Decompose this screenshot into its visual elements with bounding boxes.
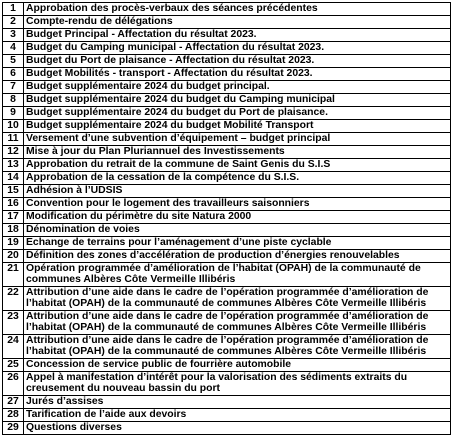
item-number: 24 [3, 335, 24, 359]
item-title: Concession de service public de fourrière automobile [24, 359, 451, 372]
item-title: Versement d’une subvention d’équipement – budget principal [24, 133, 451, 146]
item-title: Définition des zones d’accélération de production d’énergies renouvelables [24, 250, 451, 263]
table-row [3, 55, 451, 68]
item-number: 13 [3, 159, 24, 172]
item-number: 8 [3, 94, 24, 107]
item-number: 17 [3, 211, 24, 224]
table-row [3, 146, 451, 159]
item-number: 2 [3, 16, 24, 29]
table-row [3, 68, 451, 81]
item-number: 28 [3, 409, 24, 422]
item-title: Dénomination de voies [24, 224, 451, 237]
table-row [3, 107, 451, 120]
item-number: 9 [3, 107, 24, 120]
item-number: 5 [3, 55, 24, 68]
item-title: Budget du Camping municipal - Affectation du résultat 2023. [24, 42, 451, 55]
table-row [3, 311, 451, 335]
table-row [3, 359, 451, 372]
table-row [3, 237, 451, 250]
item-number: 7 [3, 81, 24, 94]
item-title: Echange de terrains pour l’aménagement d’une piste cyclable [24, 237, 451, 250]
agenda-table-container [2, 2, 451, 435]
agenda-table-body [3, 3, 451, 435]
item-title: Adhésion à l’UDSIS [24, 185, 451, 198]
item-number: 20 [3, 250, 24, 263]
table-row [3, 287, 451, 311]
table-row [3, 29, 451, 42]
item-title: Convention pour le logement des travailleurs saisonniers [24, 198, 451, 211]
item-title: Attribution d’une aide dans le cadre de l’opération programmée d’amélioration de l’habitat (OPAH) de la communauté de communes Albères Côte Vermeille Illibéris [24, 287, 451, 311]
item-title: Budget Principal - Affectation du résultat 2023. [24, 29, 451, 42]
table-row [3, 159, 451, 172]
item-number: 19 [3, 237, 24, 250]
table-row [3, 3, 451, 16]
table-row [3, 185, 451, 198]
item-number: 4 [3, 42, 24, 55]
item-title: Attribution d’une aide dans le cadre de l’opération programmée d’amélioration de l’habitat (OPAH) de la communauté de communes Albères Côte Vermeille Illibéris [24, 335, 451, 359]
item-number: 1 [3, 3, 24, 16]
item-title: Questions diverses [24, 422, 451, 435]
table-row [3, 335, 451, 359]
item-title: Approbation du retrait de la commune de Saint Genis du S.I.S [24, 159, 451, 172]
item-title: Mise à jour du Plan Pluriannuel des Investissements [24, 146, 451, 159]
table-row [3, 422, 451, 435]
agenda-table [2, 2, 451, 435]
item-title: Appel à manifestation d’intérêt pour la valorisation des sédiments extraits du creusement du nouveau bassin du port [24, 372, 451, 396]
table-row [3, 81, 451, 94]
table-row [3, 198, 451, 211]
item-number: 18 [3, 224, 24, 237]
table-row [3, 94, 451, 107]
item-title: Attribution d’une aide dans le cadre de l’opération programmée d’amélioration de l’habitat (OPAH) de la communauté de communes Albères Côte Vermeille Illibéris [24, 311, 451, 335]
item-number: 27 [3, 396, 24, 409]
table-row [3, 263, 451, 287]
item-title: Tarification de l’aide aux devoirs [24, 409, 451, 422]
item-title: Budget supplémentaire 2024 du budget principal. [24, 81, 451, 94]
item-number: 15 [3, 185, 24, 198]
item-title: Budget supplémentaire 2024 du budget du Port de plaisance. [24, 107, 451, 120]
item-title: Approbation de la cessation de la compétence du S.I.S. [24, 172, 451, 185]
item-title: Jurés d’assises [24, 396, 451, 409]
item-number: 29 [3, 422, 24, 435]
table-row [3, 42, 451, 55]
table-row [3, 372, 451, 396]
item-title: Budget supplémentaire 2024 du budget Mobilité Transport [24, 120, 451, 133]
item-number: 25 [3, 359, 24, 372]
item-number: 6 [3, 68, 24, 81]
item-number: 23 [3, 311, 24, 335]
item-title: Approbation des procès-verbaux des séances précédentes [24, 3, 451, 16]
table-row [3, 16, 451, 29]
item-title: Budget supplémentaire 2024 du budget du Camping municipal [24, 94, 451, 107]
item-number: 26 [3, 372, 24, 396]
item-number: 10 [3, 120, 24, 133]
table-row [3, 133, 451, 146]
item-number: 11 [3, 133, 24, 146]
item-number: 3 [3, 29, 24, 42]
item-title: Modification du périmètre du site Natura 2000 [24, 211, 451, 224]
table-row [3, 409, 451, 422]
item-title: Compte-rendu de délégations [24, 16, 451, 29]
item-number: 14 [3, 172, 24, 185]
item-number: 16 [3, 198, 24, 211]
item-number: 21 [3, 263, 24, 287]
item-title: Opération programmée d’amélioration de l’habitat (OPAH) de la communauté de communes Albères Côte Vermeille Illibéris [24, 263, 451, 287]
table-row [3, 120, 451, 133]
table-row [3, 211, 451, 224]
item-number: 12 [3, 146, 24, 159]
table-row [3, 172, 451, 185]
table-row [3, 250, 451, 263]
item-title: Budget du Port de plaisance - Affectation du résultat 2023. [24, 55, 451, 68]
item-number: 22 [3, 287, 24, 311]
table-row [3, 396, 451, 409]
item-title: Budget Mobilités - transport - Affectation du résultat 2023. [24, 68, 451, 81]
table-row [3, 224, 451, 237]
